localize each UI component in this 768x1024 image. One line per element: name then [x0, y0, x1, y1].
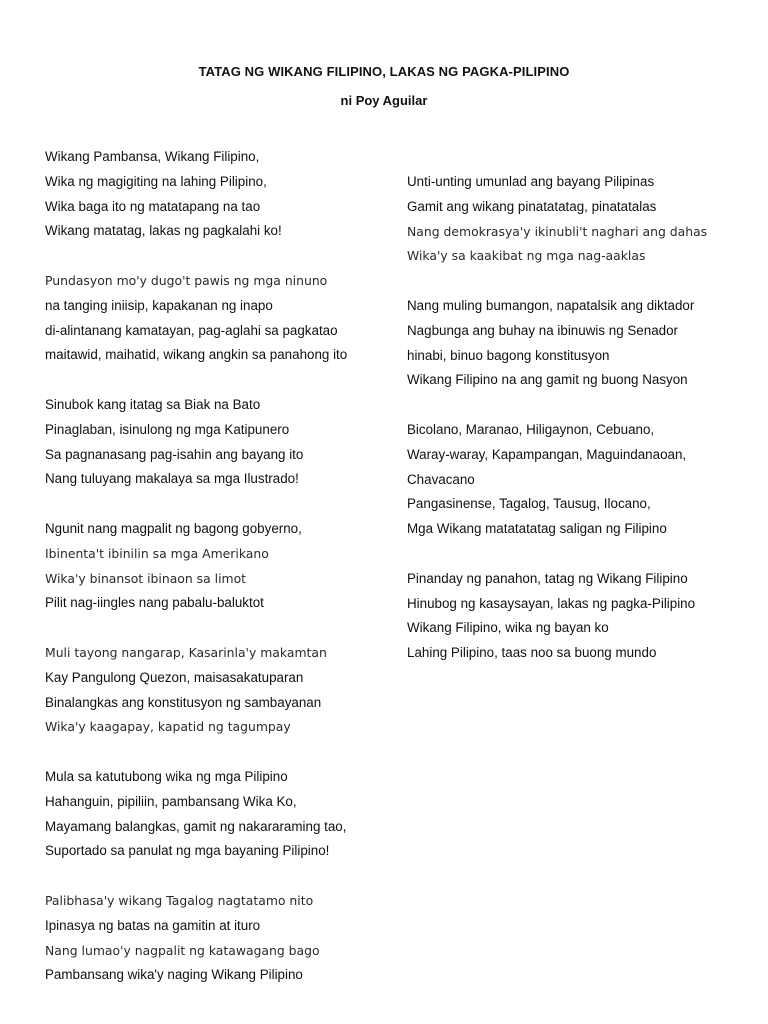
- poem-line: Wika'y kaagapay, kapatid ng tagumpay: [45, 719, 291, 735]
- poem-line: Wika baga ito ng matatapang na tao: [45, 198, 261, 214]
- left-column: [45, 145, 395, 1013]
- poem-line: Mayamang balangkas, gamit ng nakararaming tao,: [45, 818, 347, 834]
- poem-line: Nagbunga ang buhay na ibinuwis ng Senador: [407, 322, 678, 338]
- poem-line: Pinanday ng panahon, tatag ng Wikang Filipino: [407, 570, 688, 586]
- stanza: [45, 517, 395, 616]
- stanza: [407, 418, 757, 542]
- stanza: [407, 294, 757, 393]
- poem-line: maitawid, maihatid, wikang angkin sa panahong ito: [45, 347, 348, 363]
- poem-line: Palibhasa'y wikang Tagalog nagtatamo nito: [45, 892, 314, 908]
- poem-line: Muli tayong nangarap, Kasarinla'y makamtan: [45, 644, 327, 660]
- poem-line: Wika ng magigiting na lahing Pilipino,: [45, 173, 267, 189]
- poem-line: Sinubok kang itatag sa Biak na Bato: [45, 396, 261, 412]
- poem-line: Hinubog ng kasaysayan, lakas ng pagka-Pilipino: [407, 595, 696, 611]
- poem-line: Ipinasya ng batas na gamitin at ituro: [45, 917, 261, 933]
- poem-line: Wikang Filipino, wika ng bayan ko: [407, 620, 609, 636]
- poem-line: Suportado sa panulat ng mga bayaning Pilipino!: [45, 843, 330, 859]
- poem-line: Pambansang wika'y naging Wikang Pilipino: [45, 967, 303, 983]
- stanza: [407, 170, 757, 269]
- poem-line: Binalangkas ang konstitusyon ng sambayanan: [45, 694, 322, 710]
- poem-line: Unti-unting umunlad ang bayang Pilipinas: [407, 174, 655, 189]
- stanza: [407, 567, 757, 666]
- poem-line: hinabi, binuo bagong konstitusyon: [407, 347, 610, 363]
- right-column: [407, 170, 757, 691]
- poem-line: Pundasyon mo'y dugo't pawis ng mga ninuno: [45, 272, 328, 288]
- poem-line: Ibinenta't ibinilin sa mga Amerikano: [45, 545, 269, 561]
- poem-line: Nang muling bumangon, napatalsik ang diktador: [407, 297, 695, 313]
- poem-line: Nang lumao'y nagpalit ng katawagang bago: [45, 942, 320, 958]
- stanza: [45, 889, 395, 988]
- poem-title: TATAG NG WIKANG FILIPINO, LAKAS NG PAGKA-PILIPINO: [198, 64, 570, 79]
- poem-line: Pangasinense, Tagalog, Tausug, Ilocano,: [407, 496, 651, 512]
- poem-line: na tanging iniisip, kapakanan ng inapo: [45, 297, 273, 313]
- poem-line: Sa pagnanasang pag-isahin ang bayang ito: [45, 446, 304, 462]
- poem-line: Hahanguin, pipiliin, pambansang Wika Ko,: [45, 793, 297, 809]
- poem-line: Mula sa katutubong wika ng mga Pilipino: [45, 768, 288, 784]
- poem-line: Pilit nag-iingles nang pabalu-baluktot: [45, 595, 264, 611]
- poem-line: di-alintanang kamatayan, pag-aglahi sa pagkatao: [45, 322, 338, 338]
- poem-author: ni Poy Aguilar: [340, 93, 428, 108]
- poem-line: Lahing Pilipino, taas noo sa buong mundo: [407, 645, 657, 661]
- poem-line: Bicolano, Maranao, Hiligaynon, Cebuano,: [407, 421, 655, 437]
- poem-line: Wika'y binansot ibinaon sa limot: [45, 570, 247, 586]
- stanza: [45, 393, 395, 492]
- poem-line: Pinaglaban, isinulong ng mga Katipunero: [45, 421, 290, 437]
- stanza: [45, 269, 395, 368]
- poem-line: Wikang Pambansa, Wikang Filipino,: [45, 149, 260, 164]
- poem-line: Chavacano: [407, 471, 475, 487]
- poem-line: Nang tuluyang makalaya sa mga Ilustrado!: [45, 471, 299, 487]
- poem-line: Ngunit nang magpalit ng bagong gobyerno,: [45, 520, 302, 536]
- poem-line: Waray-waray, Kapampangan, Maguindanaoan,: [407, 446, 687, 462]
- poem-line: Mga Wikang matatatatag saligan ng Filipino: [407, 521, 667, 537]
- poem-line: Kay Pangulong Quezon, maisasakatuparan: [45, 669, 304, 685]
- poem-line: Nang demokrasya'y ikinubli't naghari ang dahas: [407, 223, 708, 239]
- poem-line: Wikang matatag, lakas ng pagkalahi ko!: [45, 223, 282, 239]
- stanza: [45, 641, 395, 740]
- stanza: [45, 145, 395, 244]
- poem-line: Gamit ang wikang pinatatatag, pinatatalas: [407, 198, 657, 214]
- poem-line: Wika'y sa kaakibat ng mga nag-aaklas: [407, 248, 646, 264]
- poem-line: Wikang Filipino na ang gamit ng buong Nasyon: [407, 372, 688, 388]
- stanza: [45, 765, 395, 864]
